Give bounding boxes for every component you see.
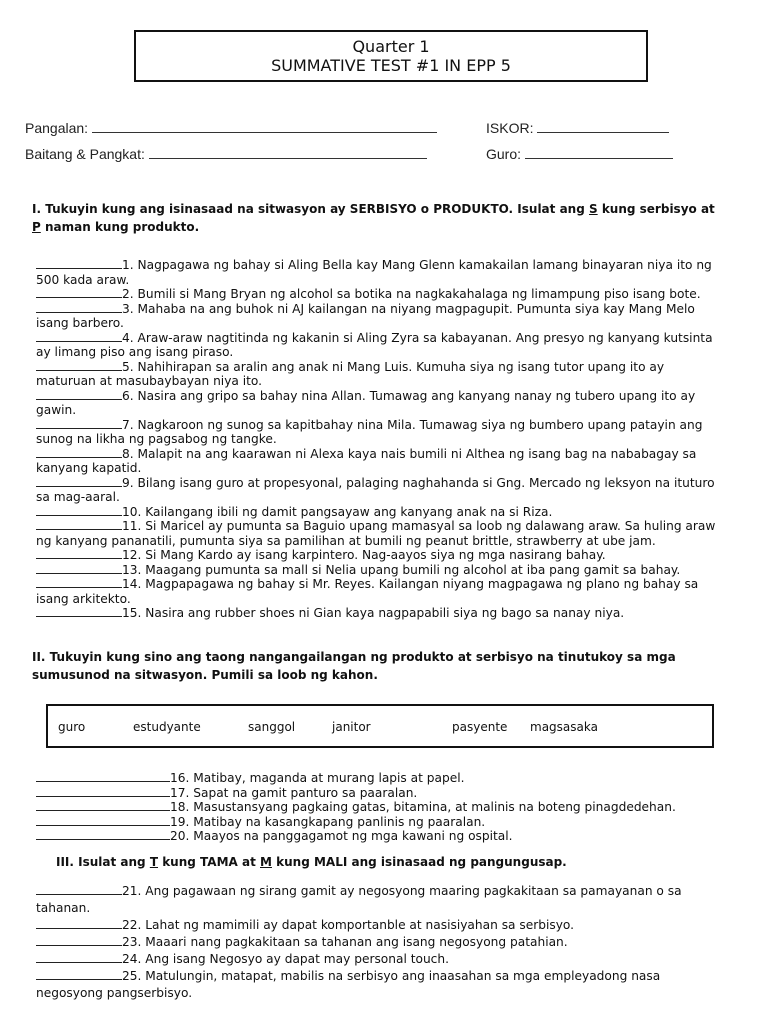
question-text: 22. Lahat ng mamimili ay dapat komportanble at nasisiyahan sa serbisyo. [122, 918, 575, 932]
answer-blank[interactable] [36, 331, 122, 342]
answer-blank[interactable] [36, 771, 170, 782]
answer-blank[interactable] [36, 302, 122, 313]
question-item [36, 951, 726, 968]
question-item [36, 883, 726, 917]
grade-section-label: Baitang & Pangkat: [25, 146, 145, 162]
question-text: 14. Magpapagawa ng bahay si Mr. Reyes. Kailangan niyang magpagawa ng plano ng bahay sa isang arkitekto. [36, 577, 699, 606]
question-text: 12. Si Mang Kardo ay isang karpintero. Nag-aayos siya ng mga nasirang bahay. [122, 548, 606, 562]
question-text: 18. Masustansyang pagkaing gatas, bitamina, at malinis na boteng pinagdedehan. [170, 800, 676, 814]
question-item [36, 505, 726, 520]
question-text: 9. Bilang isang guro at propesyonal, palaging naghahanda si Gng. Mercado ng leksyon na ituturo sa mag-aaral. [36, 475, 715, 504]
part3-instr-a: III. Isulat ang [56, 855, 150, 869]
question-item [36, 815, 726, 830]
grade-section-field [25, 146, 427, 162]
question-item [36, 302, 726, 331]
choice-item: janitor [332, 720, 371, 734]
answer-blank[interactable] [36, 918, 122, 929]
answer-blank[interactable] [36, 563, 122, 574]
title-box [134, 30, 648, 82]
answer-blank[interactable] [36, 800, 170, 811]
part1-p: P [32, 220, 41, 234]
teacher-field [486, 146, 673, 162]
choice-box [46, 704, 714, 748]
grade-section-line[interactable] [149, 146, 427, 159]
teacher-line[interactable] [525, 146, 673, 159]
part1-instr-b: kung serbisyo at [597, 202, 715, 216]
question-text: 16. Matibay, maganda at murang lapis at papel. [170, 771, 465, 785]
part1-instr-a: I. Tukuyin kung ang isinasaad na sitwasyon ay SERBISYO o PRODUKTO. Isulat ang [32, 202, 589, 216]
name-field [25, 120, 437, 136]
question-item [36, 786, 726, 801]
question-item [36, 606, 726, 621]
question-item [36, 360, 726, 389]
question-text: 5. Nahihirapan sa aralin ang anak ni Mang Luis. Kumuha siya ng isang tutor upang ito ay maturuan at masubaybayan niya ito. [36, 359, 665, 388]
question-item [36, 519, 726, 548]
question-item [36, 563, 726, 578]
answer-blank[interactable] [36, 476, 122, 487]
question-text: 25. Matulungin, matapat, mabilis na serbisyo ang inaasahan sa mga empleyadong nasa negosyong pangserbisyo. [36, 969, 661, 1000]
question-item [36, 548, 726, 563]
question-item [36, 447, 726, 476]
teacher-label: Guro: [486, 146, 522, 162]
answer-blank[interactable] [36, 815, 170, 826]
part1-instr-c: naman kung produkto. [40, 220, 200, 234]
answer-blank[interactable] [36, 258, 122, 269]
answer-blank[interactable] [36, 447, 122, 458]
score-line[interactable] [537, 120, 669, 133]
answer-blank[interactable] [36, 519, 122, 530]
answer-blank[interactable] [36, 606, 122, 617]
answer-blank[interactable] [36, 389, 122, 400]
part1-items [36, 258, 726, 621]
question-text: 19. Matibay na kasangkapang panlinis ng paaralan. [170, 814, 486, 829]
question-text: 17. Sapat na gamit panturo sa paaralan. [170, 785, 418, 800]
question-item [36, 917, 726, 934]
answer-blank[interactable] [36, 969, 122, 980]
quarter-title: Quarter 1 [352, 37, 430, 56]
question-item [36, 577, 726, 606]
question-item [36, 476, 726, 505]
part3-t: T [149, 855, 159, 869]
test-title: SUMMATIVE TEST #1 IN EPP 5 [271, 56, 511, 75]
question-text: 21. Ang pagawaan ng sirang gamit ay negosyong maaring pagkakitaan sa pamayanan o sa tahanan. [36, 884, 682, 915]
question-text: 8. Malapit na ang kaarawan ni Alexa kaya nais bumili ni Althea ng isang bag na nababagay sa kanyang kapatid. [36, 446, 697, 475]
question-item [36, 389, 726, 418]
part2-items [36, 771, 726, 844]
question-item [36, 258, 726, 287]
answer-blank[interactable] [36, 360, 122, 371]
question-text: 4. Araw-araw nagtitinda ng kakanin si Aling Zyra sa kabayanan. Ang presyo ng kanyang kutsinta ay limang piso ang isang piraso. [36, 330, 713, 359]
question-item [36, 800, 726, 815]
question-text: 6. Nasira ang gripo sa bahay nina Allan. Tumawag ang kanyang nanay ng tubero upang ito ay gawin. [36, 388, 696, 417]
question-text: 23. Maaari nang pagkakitaan sa tahanan ang isang negosyong patahian. [122, 935, 568, 949]
question-item [36, 771, 726, 786]
answer-blank[interactable] [36, 786, 170, 797]
choice-item: sanggol [248, 720, 296, 734]
question-text: 20. Maayos na panggagamot ng mga kawani ng ospital. [170, 829, 513, 843]
part1-s: S [588, 202, 598, 216]
question-item [36, 418, 726, 447]
question-text: 11. Si Maricel ay pumunta sa Baguio upang mamasyal sa loob ng dalawang araw. Sa huling araw ng kanyang pananatili, pumunta siya sa pamilihan at bumili ng peanut brittle, strawberry at ube jam. [36, 519, 716, 548]
choice-item: estudyante [133, 720, 201, 734]
choice-item: guro [58, 720, 86, 734]
answer-blank[interactable] [36, 418, 122, 429]
question-item [36, 934, 726, 951]
answer-blank[interactable] [36, 884, 122, 895]
answer-blank[interactable] [36, 505, 122, 516]
question-item [36, 829, 726, 844]
part3-instr-c: kung MALI ang isinasaad ng pangungusap. [271, 855, 567, 869]
question-text: 7. Nagkaroon ng sunog sa kapitbahay nina Mila. Tumawag siya ng bumbero upang patayin ang sunog na likha ng pagsabog ng tangke. [36, 417, 703, 446]
score-field [486, 120, 669, 136]
question-item [36, 287, 726, 302]
part3-instr-b: kung TAMA at [158, 855, 260, 869]
question-text: 3. Mahaba na ang buhok ni AJ kailangan na niyang magpagupit. Pumunta siya kay Mang Melo isang barbero. [36, 301, 695, 330]
part3-m: M [260, 855, 272, 869]
part3-items [36, 883, 726, 1002]
name-label: Pangalan: [25, 120, 89, 136]
part2-instructions: II. Tukuyin kung sino ang taong nangangailangan ng produkto at serbisyo na tinutukoy sa mga sumusunod na sitwasyon. Pumili sa loob ng kahon. [32, 650, 676, 682]
question-text: 1. Nagpagawa ng bahay si Aling Bella kay Mang Glenn kamakailan lamang binayaran niya ito ng 500 kada araw. [36, 258, 712, 287]
choice-item: pasyente [452, 720, 508, 734]
score-label: ISKOR: [486, 120, 534, 136]
question-text: 15. Nasira ang rubber shoes ni Gian kaya nagpapabili siya ng bago sa nanay niya. [122, 606, 625, 620]
question-text: 2. Bumili si Mang Bryan ng alcohol sa botika na nagkakahalaga ng limampung piso isang bote. [122, 287, 701, 301]
part1-instructions [32, 200, 722, 236]
answer-blank[interactable] [36, 829, 170, 840]
choice-item: magsasaka [530, 720, 598, 734]
answer-blank[interactable] [36, 287, 122, 298]
answer-blank[interactable] [36, 935, 122, 946]
part3-instructions [56, 853, 746, 871]
question-item [36, 331, 726, 360]
answer-blank[interactable] [36, 952, 122, 963]
question-text: 24. Ang isang Negosyo ay dapat may personal touch. [122, 952, 449, 966]
question-item [36, 968, 726, 1002]
answer-blank[interactable] [36, 577, 122, 588]
question-text: 10. Kailangang ibili ng damit pangsayaw ang kanyang anak na si Riza. [122, 504, 553, 519]
question-text: 13. Maagang pumunta sa mall si Nelia upang bumili ng alcohol at iba pang gamit sa bahay. [122, 562, 681, 577]
name-line[interactable] [92, 120, 437, 133]
answer-blank[interactable] [36, 548, 122, 559]
